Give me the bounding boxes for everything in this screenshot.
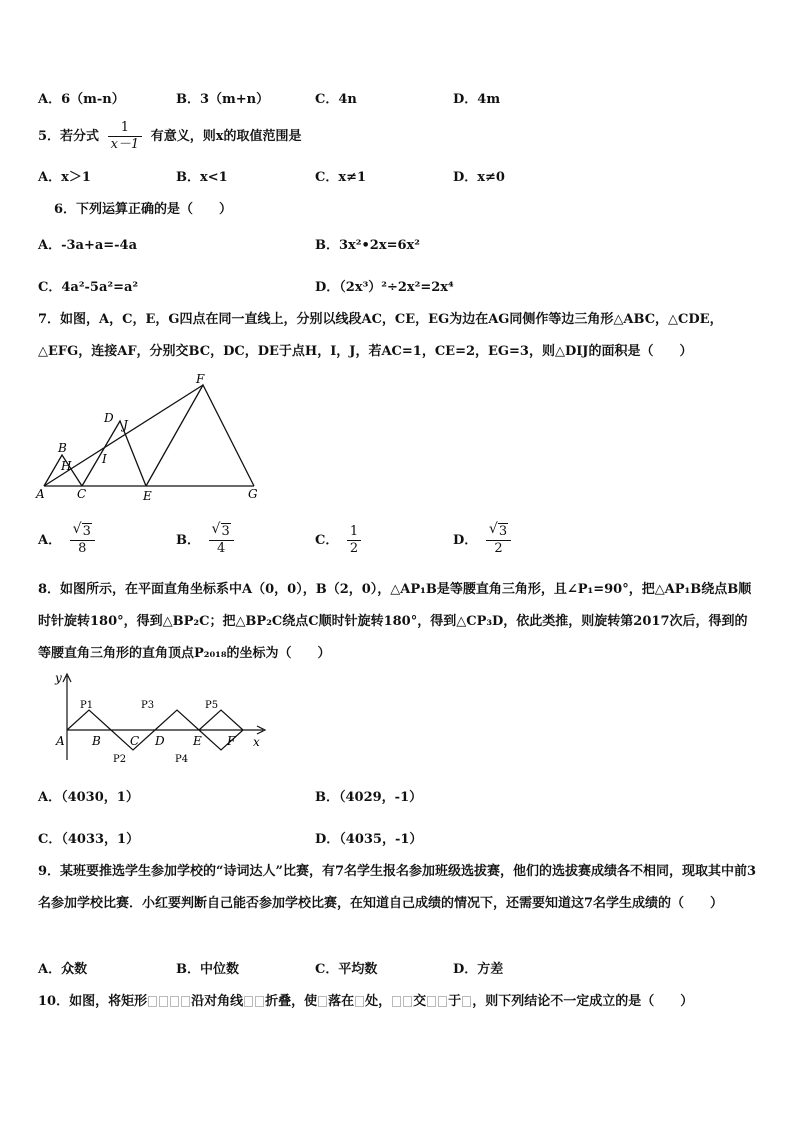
q7-option-d-denominator: 2: [494, 541, 503, 556]
q8-label-p2: P2: [113, 754, 127, 765]
q6-option-d: D．（2x³）²÷2x²=2x⁴: [315, 280, 454, 295]
q7-option-d-fraction: √ 3 2: [486, 524, 511, 557]
q10-missing-glyph: [403, 996, 412, 1007]
q10-part-5: 处，: [365, 994, 392, 1009]
q7-option-b: [176, 521, 238, 557]
q10-part-6: 交: [413, 994, 427, 1009]
q8-label-c: C: [130, 734, 140, 748]
q8-option-a: A．（4030，1）: [38, 790, 139, 805]
q10-missing-glyph: [159, 996, 168, 1007]
q7-label-e: E: [143, 489, 152, 503]
q10-missing-glyph: [438, 996, 447, 1007]
q5-option-a: A．x＞1: [38, 170, 91, 185]
q7-option-b-denominator: 4: [217, 541, 226, 556]
q10-missing-glyph: [255, 996, 264, 1007]
q10-missing-glyph: [181, 996, 190, 1007]
q5-fraction: [108, 120, 143, 153]
q8-stem: 8．如图所示，在平面直角坐标系中A（0，0），B（2，0），△AP₁B是等腰直角三角形，且∠P₁=90°，把△AP₁B绕点B顺时针旋转180°，得到△BP₂C；把△BP₂C绕点C顺时针旋转180°，得到△CP₃D，依此类推，则旋转第2017次后，得到的等腰直角三角形的直角顶点P₂₀₁₈的坐标为（ ）: [38, 582, 752, 661]
q9-option-d: D．方差: [453, 962, 504, 977]
q10-missing-glyph: [355, 996, 364, 1007]
q5-option-d: D．x≠0: [453, 170, 505, 185]
q10-part-8: ，则下列结论不一定成立的是（ ）: [472, 994, 694, 1009]
q7-option-b-numerator: 3: [221, 524, 230, 539]
q6-option-c: C．4a²-5a²=a²: [38, 280, 139, 295]
q10-part-4: 落在: [328, 994, 355, 1009]
q8-label-p3: P3: [141, 700, 155, 711]
q7-option-c-denominator: 2: [349, 541, 359, 556]
q5-fraction-denominator: x－1: [110, 137, 140, 152]
q5-prefix: 5．若分式: [38, 129, 100, 144]
q10-stem: [38, 990, 764, 1009]
q5-option-b: B．x<1: [176, 170, 228, 185]
q7-option-a-numerator: 3: [82, 524, 91, 539]
q5-option-c: C．x≠1: [315, 170, 367, 185]
q8-label-d: D: [155, 734, 165, 748]
q7-label-j: J: [123, 418, 128, 432]
q8-label-p1: P1: [80, 700, 94, 711]
q10-part-1: 10．如图，将矩形: [38, 994, 148, 1009]
q10-part-2: 沿对角线: [191, 994, 244, 1009]
q8-label-p5: P5: [205, 700, 219, 711]
q7-option-c-fraction: [347, 524, 361, 557]
q10-missing-glyph: [318, 996, 327, 1007]
q7-label-a: A: [36, 487, 45, 501]
q7-stem: 7．如图，A，C，E，G四点在同一直线上，分别以线段AC，CE，EG为边在AG同侧作等边三角形△ABC，△CDE，△EFG，连接AF，分别交BC，DC，DE于点H，I，J，若AC=1，CE=2，EG=3，则△DIJ的面积是（ ）: [38, 312, 723, 359]
q7-figure: [32, 370, 262, 510]
q8-label-f: F: [227, 734, 236, 748]
q10-missing-glyph: [462, 996, 471, 1007]
q7-label-c: C: [77, 487, 87, 501]
q7-label-h: H: [61, 459, 72, 473]
q7-option-a: [38, 521, 99, 557]
q4-option-a: A．6（m-n）: [38, 92, 125, 107]
q6-title: 6．下列运算正确的是（ ）: [54, 202, 233, 217]
q7-label-d: D: [104, 411, 114, 425]
q9-option-b: B．中位数: [176, 962, 239, 977]
q7-option-b-label: B．: [176, 533, 200, 548]
q7-option-d: [453, 521, 515, 557]
q7-label-f: F: [196, 372, 205, 386]
q7-option-a-denominator: 8: [78, 541, 87, 556]
q10-part-7: 于: [448, 994, 462, 1009]
q8-label-e: E: [193, 734, 202, 748]
q7-option-c-label: C．: [315, 533, 339, 548]
q8-option-b: B．（4029，-1）: [315, 790, 423, 805]
q6-option-b: B．3x²•2x=6x²: [315, 238, 420, 253]
q7-label-g: G: [248, 487, 258, 501]
q8-figure: [45, 668, 275, 768]
q5-fraction-numerator: 1: [108, 120, 143, 137]
q7-label-i: I: [102, 452, 107, 466]
q4-option-d: D．4m: [453, 92, 501, 107]
q7-option-d-numerator: 3: [498, 524, 508, 539]
q7-option-a-label: A．: [38, 533, 62, 548]
q10-part-3: 折叠，使: [265, 994, 318, 1009]
q8-axis-y: y: [55, 671, 62, 685]
q7-option-a-fraction: √ 3 8: [70, 524, 95, 557]
q10-missing-glyph: [392, 996, 401, 1007]
q10-missing-glyph: [244, 996, 253, 1007]
q6-option-a: A．-3a+a=-4a: [38, 238, 138, 253]
q7-label-b: B: [58, 441, 67, 455]
q8-axis-x: x: [253, 735, 260, 749]
q8-label-a: A: [56, 734, 65, 748]
q7-option-c-numerator: 1: [347, 524, 361, 541]
q7-option-b-fraction: √ 3 4: [209, 524, 234, 557]
q9-stem: 9．某班要推选学生参加学校的“诗词达人”比赛，有7名学生报名参加班级选拔赛，他们的选拔赛成绩各不相同，现取其中前3名参加学校比赛．小红要判断自己能否参加学校比赛，在知道自己成绩的情况下，还需要知道这7名学生成绩的（ ）: [38, 864, 757, 911]
q8-label-p4: P4: [175, 754, 189, 765]
q10-missing-glyph: [148, 996, 157, 1007]
q7-option-d-label: D．: [453, 533, 478, 548]
q9-option-a: A．众数: [38, 962, 88, 977]
q7-option-c: [315, 524, 365, 557]
q8-option-c: C．（4033，1）: [38, 832, 140, 847]
q5-stem: [38, 120, 764, 153]
q10-missing-glyph: [427, 996, 436, 1007]
q8-option-d: D．（4035，-1）: [315, 832, 423, 847]
q8-label-b: B: [92, 734, 101, 748]
q4-option-b: B．3（m+n）: [176, 92, 270, 107]
q9-option-c: C．平均数: [315, 962, 378, 977]
q4-option-c: C．4n: [315, 92, 357, 107]
q10-missing-glyph: [170, 996, 179, 1007]
q5-suffix: 有意义，则x的取值范围是: [150, 129, 302, 144]
